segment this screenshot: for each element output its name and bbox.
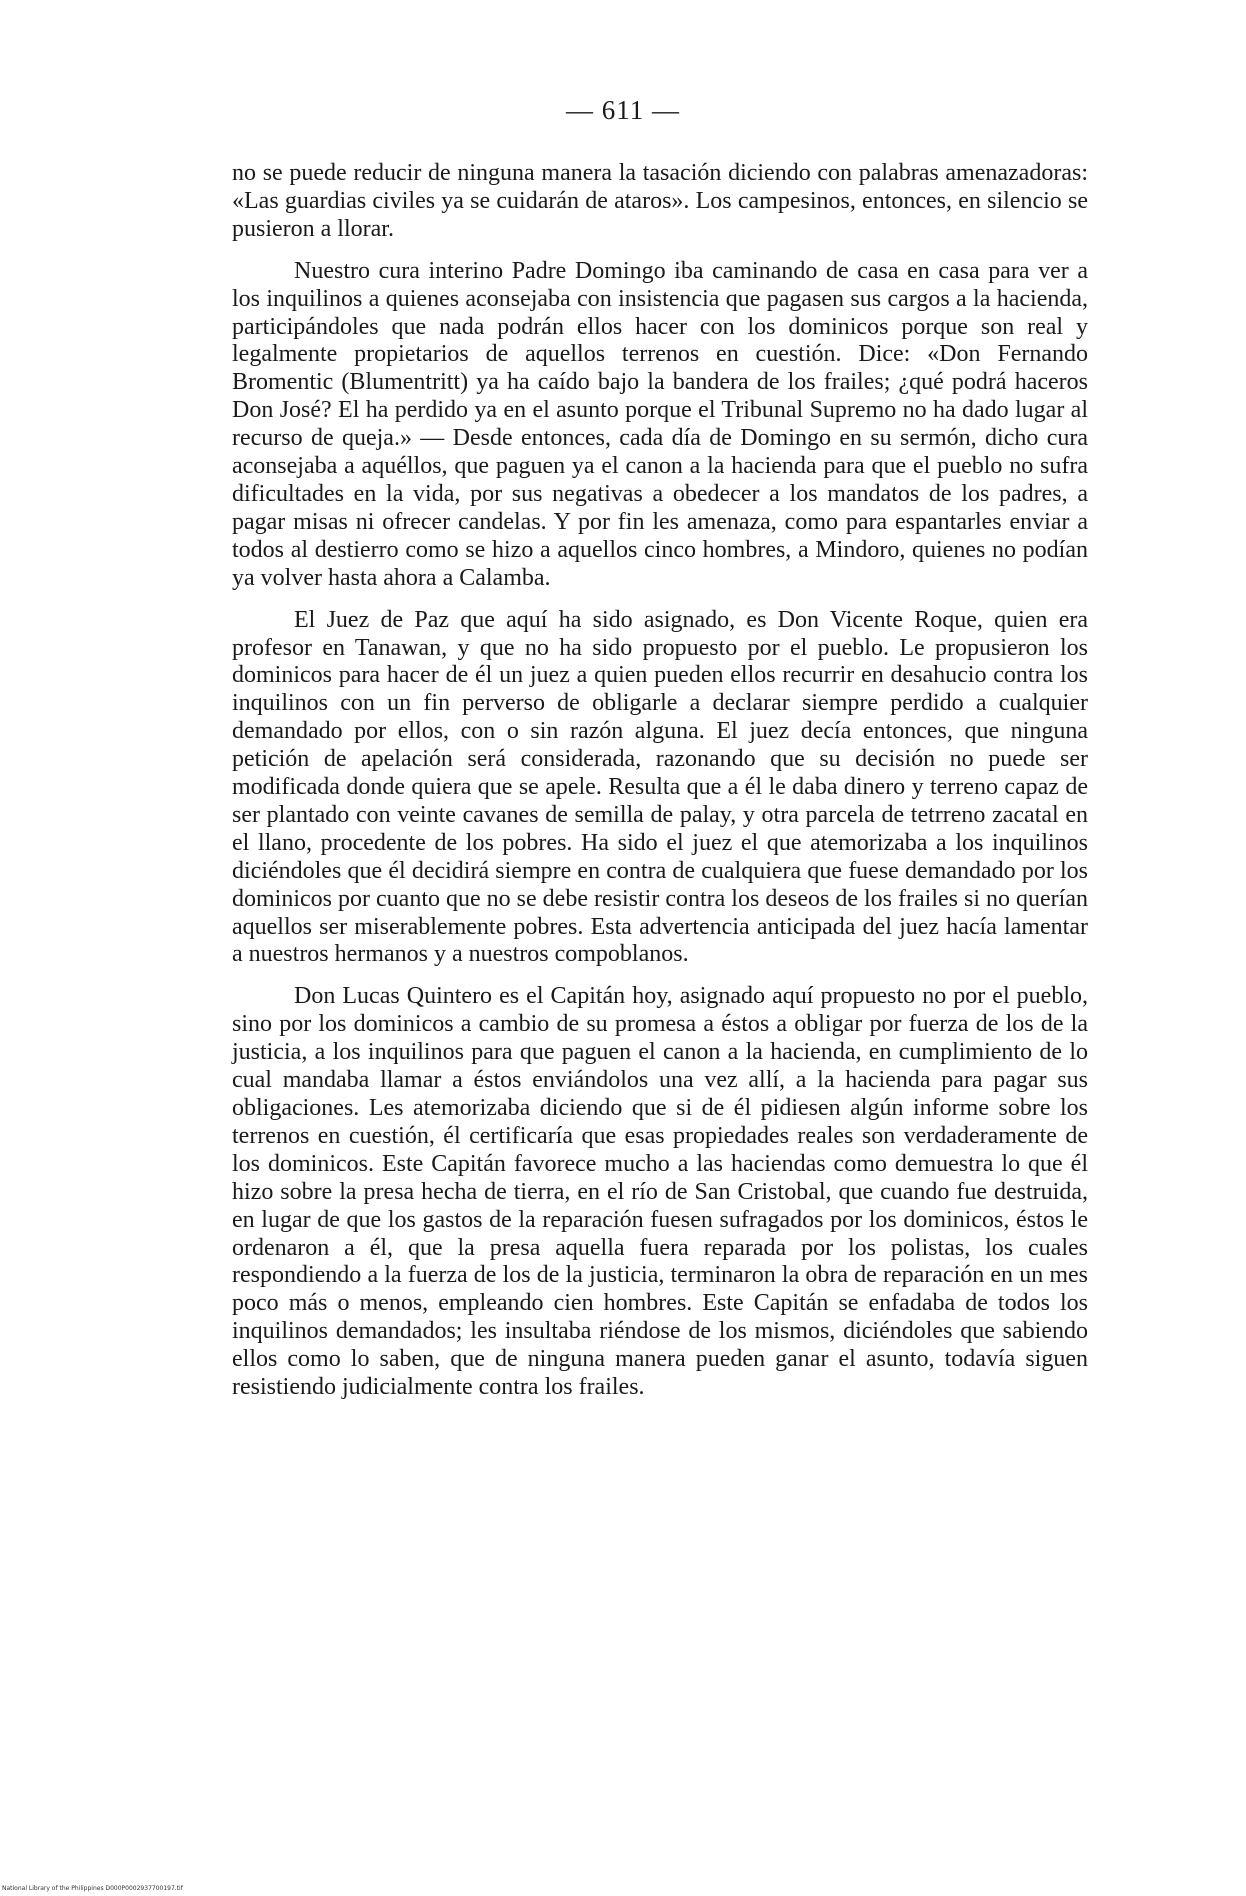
paragraph-4: Don Lucas Quintero es el Capitán hoy, asignado aquí propuesto no por el pueblo, sino por los dominicos a cambio de su promesa a éstos a obligar por fuerza de los de la justicia, a los inquilinos para que paguen el canon a la hacienda, en cumplimiento de lo cual mandaba llamar a éstos enviándolos una vez allí, a la hacienda para pagar sus obligaciones. Les atemorizaba diciendo que si de él pidiesen algún informe sobre los terrenos en cuestión, él certificaría que esas propiedades reales son verdaderamente de los dominicos. Este Capitán favorece mucho a las haciendas como demuestra lo que él hizo sobre la presa hecha de tierra, en el río de San Cristobal, que cuando fue destruida, en lugar de que los gastos de la reparación fuesen sufragados por los dominicos, éstos le ordenaron a él, que la presa aquella fuera reparada por los polistas, los cuales respondiendo a la fuerza de los de la justicia, terminaron la obra de reparación en un mes poco más o menos, empleando cien hombres. Este Capitán se enfadaba de todos los inquilinos demandados; les insultaba riéndose de los mismos, diciéndoles que sabiendo ellos como lo saben, que de ninguna manera pueden ganar el asunto, todavía siguen resistiendo judicialmente contra los frailes. [232,983,1088,1401]
paragraph-2: Nuestro cura interino Padre Domingo iba caminando de casa en casa para ver a los inquilinos a quienes aconsejaba con insistencia que pagasen sus cargos a la hacienda, participándoles que nada podrán ellos hacer con los dominicos porque son real y legalmente propietarios de aquellos terrenos en cuestión. Dice: «Don Fernando Bromentic (Blumentritt) ya ha caído bajo la bandera de los frailes; ¿qué podrá haceros Don José? El ha perdido ya en el asunto porque el Tribunal Supremo no ha dado lugar al recurso de queja.» — Desde entonces, cada día de Domingo en su sermón, dicho cura aconsejaba a aquéllos, que paguen ya el canon a la hacienda para que el pueblo no sufra dificultades en la vida, por sus negativas a obedecer a los mandatos de los padres, a pagar misas ni ofrecer candelas. Y por fin les amenaza, como para espantarles enviar a todos al destierro como se hizo a aquellos cinco hombres, a Mindoro, quienes no podían ya volver hasta ahora a Calamba. [232,257,1088,591]
page-number: — 611 — [566,95,680,125]
document-body [232,160,1088,1402]
paragraph-1: no se puede reducir de ninguna manera la tasación diciendo con palabras amenazadoras: «Las guardias civiles ya se cuidarán de ataros». Los campesinos, entonces, en silencio se pusieron a llorar. [232,160,1088,242]
archive-footer-note: National Library of the Philippines D000P0002937700197.tif [2,1885,183,1892]
paragraph-3: El Juez de Paz que aquí ha sido asignado, es Don Vicente Roque, quien era profesor en Tanawan, y que no ha sido propuesto por el pueblo. Le propusieron los dominicos para hacer de él un juez a quien pueden ellos recurrir en desahucio contra los inquilinos con un fin perverso de obligarle a declarar siempre perdido a cualquier demandado por ellos, con o sin razón alguna. El juez decía entonces, que ninguna petición de apelación será considerada, razonando que su decisión no puede ser modificada donde quiera que se apele. Resulta que a él le daba dinero y terreno capaz de ser plantado con veinte cavanes de semilla de palay, y otra parcela de tetrreno zacatal en el llano, procedente de los pobres. Ha sido el juez el que atemorizaba a los inquilinos diciéndoles que él decidirá siempre en contra de cualquiera que fuese demandado por los dominicos por cuanto que no se debe resistir contra los deseos de los frailes si no querían aquellos ser miserablemente pobres. Esta advertencia anticipada del juez hacía lamentar a nuestros hermanos y a nuestros compoblanos. [232,606,1088,968]
